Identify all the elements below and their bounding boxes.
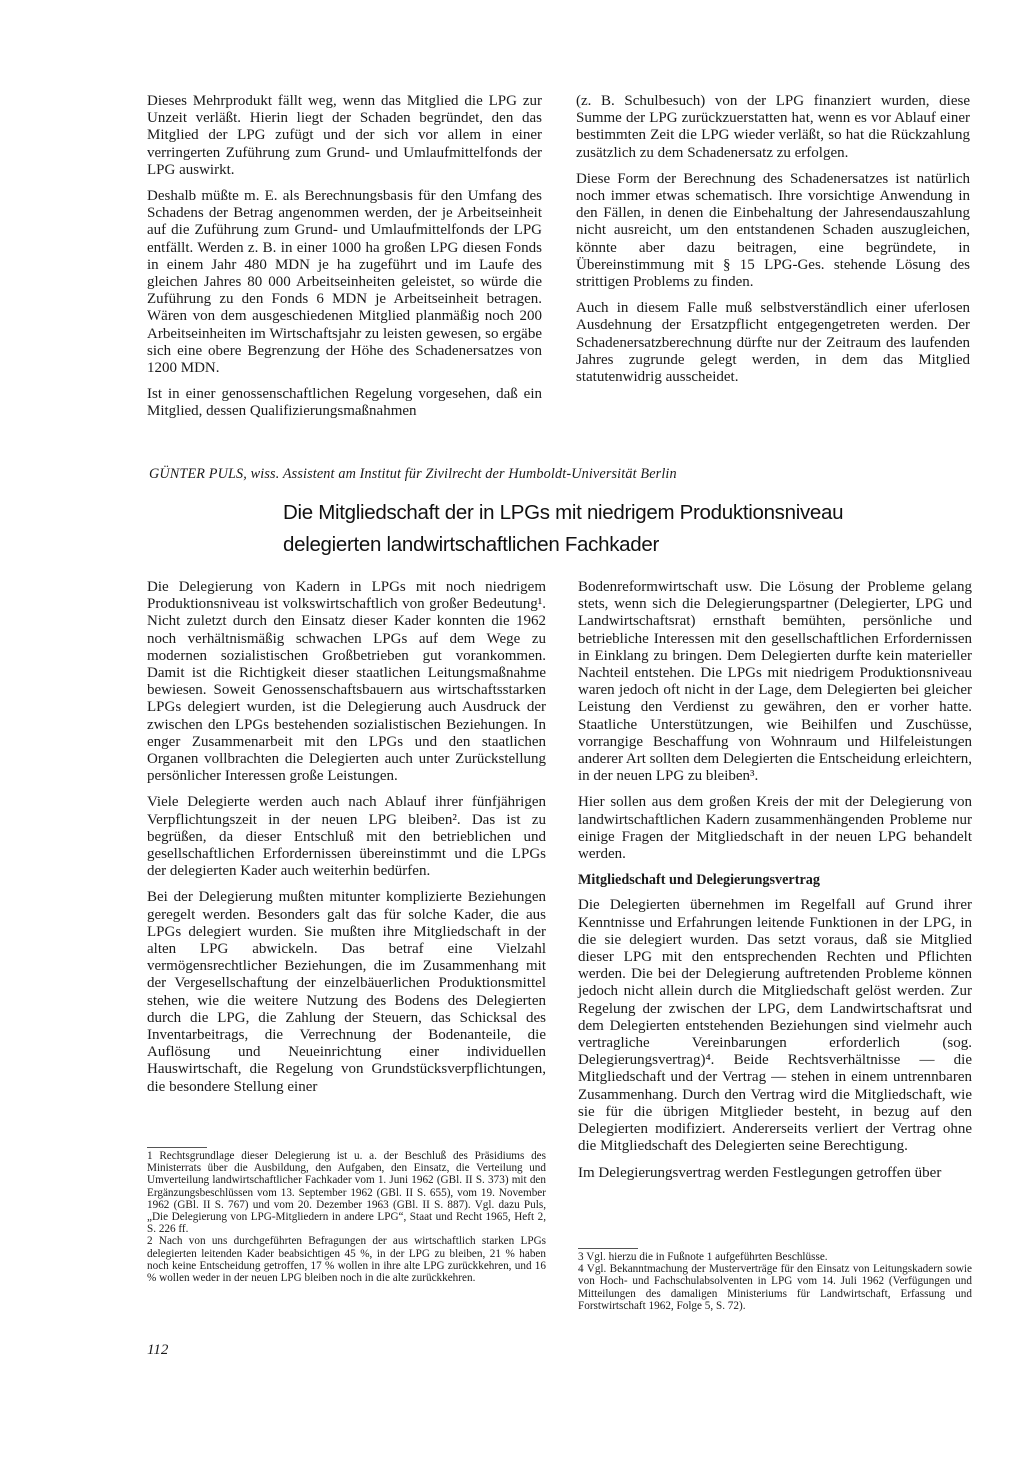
footnotes-right xyxy=(578,1251,972,1312)
footnote: 4 Vgl. Bekanntmachung der Musterverträge für den Einsatz von Leitungskadern sowie von Hoch- und Fachschulabsolventen in LPG vom 14. Juli 1962 (Verfügungen und Mitteilungen des damaligen Ministeriums für Landwirtschaft, Erfassung und Forstwirtschaft 1962, Folge 5, S. 72). xyxy=(578,1263,972,1312)
footnote: 2 Nach von uns durchgeführten Befragungen der aus wirtschaftlich starken LPGs delegierten leitenden Kader beabsichtigen 45 %, in der LPG zu bleiben, 21 % haben noch keine Entscheidung getroffen, 17 % wollen in ihre alte LPG zurückkehren, und 16 % wollen weder in der neuen LPG bleiben noch in die alte zurückkehren. xyxy=(147,1235,546,1285)
author-byline: GÜNTER PULS, wiss. Assistent am Institut für Zivilrecht der Humboldt-Universität Berlin xyxy=(149,466,677,482)
paragraph: Hier sollen aus dem großen Kreis der mit der Delegierung von landwirtschaftlichen Kadern zusammenhängenden Probleme nur einige Fragen der Mitgliedschaft in der neuen LPG behandelt werden. xyxy=(578,794,972,863)
bottom-right-column xyxy=(578,579,972,1191)
footnotes-left xyxy=(147,1150,546,1284)
top-right-column xyxy=(576,93,970,395)
headline-line-1: Die Mitgliedschaft der in LPGs mit niedrigem Produktionsniveau xyxy=(283,501,844,524)
section-heading: Mitgliedschaft und Delegierungsvertrag xyxy=(578,872,820,889)
paragraph: Bodenreformwirtschaft usw. Die Lösung der Probleme gelang stets, wenn sich die Delegierungspartner (Delegierter, LPG und Landwirtschaftsrat) ernsthaft bemühten, persönliche und betriebliche Interessen mit den gesellschaftlichen Erfordernissen in Einklang zu bringen. Dem Delegierten durfte kein materieller Nachteil entstehen. Die LPGs mit niedrigem Produktionsniveau waren jedoch oft nicht in der Lage, dem Delegierten bei gleicher Leistung den Verdienst zu gewähren, den er vorher hatte. Staatliche Unterstützungen, wie Beihilfen und Zuschüsse, vorrangige Beschaffung von Wohnraum und Hilfeleistungen anderer Art sollten dem Delegierten die Entscheidung erleichtern, in der neuen LPG zu bleiben³. xyxy=(578,579,973,785)
footnote-divider xyxy=(578,1248,638,1249)
page-number: 112 xyxy=(147,1342,169,1358)
headline-line-2: delegierten landwirtschaftlichen Fachkader xyxy=(283,533,659,556)
paragraph: (z. B. Schulbesuch) von der LPG finanziert wurden, diese Summe der LPG zurückzuerstatten hat, wenn es vor Ablauf einer bestimmten Zeit die LPG wieder verläßt, so hat die Rückzahlung zusätzlich zu dem Schadenersatz zu erfolgen. xyxy=(576,93,970,161)
paragraph: Auch in diesem Falle muß selbstverständlich einer uferlosen Ausdehnung der Ersatzpflicht entgegengetreten werden. Der Schadenersatzberechnung dürfte nur der Zeitraum des laufenden Jahres zugrunde gelegt werden, in dem das Mitglied statutenwidrig ausscheidet. xyxy=(576,300,970,386)
top-left-column xyxy=(147,93,542,430)
paragraph: Die Delegierten übernehmen im Regelfall auf Grund ihrer Kenntnisse und Erfahrungen leitende Funktionen in der LPG, in die sie delegiert wurden. Das setzt voraus, daß sie Mitglied dieser LPG mit den entsprechenden Rechten und Pflichten werden. Die bei der Delegierung auftretenden Probleme können jedoch nicht allein durch die Mitgliedschaft gelöst werden. Zur Regelung der zwischen der LPG, dem Landwirtschaftsrat und dem Delegierten entstehenden Beziehungen sind vielmehr auch vertragliche Vereinbarungen erforderlich (sog. Delegierungsvertrag)⁴. Beide Rechtsverhältnisse — die Mitgliedschaft und der Vertrag — stehen in einem untrennbaren Zusammenhang. Durch den Vertrag wird die Mitgliedschaft, wie sie für die übrigen Mitglieder besteht, in bezug auf den Delegierten modifiziert. Andererseits verliert der Vertrag ohne die Mitgliedschaft des Delegierten seine Berechtigung. xyxy=(578,897,972,1155)
paragraph: Im Delegierungsvertrag werden Festlegungen getroffen über xyxy=(578,1164,942,1181)
paragraph: Ist in einer genossenschaftlichen Regelung vorgesehen, daß ein Mitglied, dessen Qualifizierungsmaßnahmen xyxy=(147,386,542,420)
paragraph: Deshalb müßte m. E. als Berechnungsbasis für den Umfang des Schadens der Betrag angenommen werden, der je Arbeitseinheit auf die Zuführung zum Grund- und Umlaufmittelfonds der LPG entfällt. Werden z. B. in einer 1000 ha großen LPG diesen Fonds in einem Jahr 480 MDN je ha zugeführt und im Laufe des gleichen Jahres 80 000 Arbeitseinheiten geleistet, so würde die Zuführung zu den Fonds 6 MDN je Arbeitseinheit betragen. Wären von dem ausgeschiedenen Mitglied planmäßig noch 200 Arbeitseinheiten im Wirtschaftsjahr zu leisten gewesen, so ergäbe sich eine obere Begrenzung der Höhe des Schadenersatzes von 1200 MDN. xyxy=(147,188,542,377)
paragraph: Viele Delegierte werden auch nach Ablauf ihrer fünfjährigen Verpflichtungszeit in der neuen LPG bleiben². Das ist zu begrüßen, da dieser Entschluß mit den betrieblichen und gesellschaftlichen Erfordernissen übereinstimmt und die LPGs der delegierten Kader auch weiterhin bedürfen. xyxy=(147,794,546,880)
paragraph: Die Delegierung von Kadern in LPGs mit noch niedrigem Produktionsniveau ist volkswirtschaftlich von großer Bedeutung¹. Nicht zuletzt durch den Einsatz dieser Kader konnten die 1962 noch verhältnismäßig schwachen LPGs auf dem Wege zu modernen sozialistischen Großbetrieben gut vorankommen. Damit ist die Richtigkeit dieser staatlichen Leitungsmaßnahme bewiesen. Soweit Genossenschaftsbauern aus wirtschaftsstarken LPGs delegiert wurden, ist die Delegierung auch Ausdruck der zwischen den LPGs bestehenden sozialistischen Beziehungen. In enger Zusammenarbeit mit den LPGs und den staatlichen Organen vollbrachten die Delegierten auch unter Zurückstellung persönlicher Interessen große Leistungen. xyxy=(147,579,546,785)
paragraph: Bei der Delegierung mußten mitunter komplizierte Beziehungen geregelt werden. Besonders galt das für solche Kader, die aus LPGs delegiert wurden. Sie mußten ihre Mitgliedschaft in der alten LPG abwickeln. Das betraf eine Vielzahl vermögensrechtlicher Beziehungen, die im Zusammenhang mit der Vergesellschaftung der einzelbäuerlichen Produktionsmittel stehen, wie die weitere Nutzung des Bodens des Delegierten durch die LPG, die Zahlung der Steuern, das Schicksal des Inventarbeitrags, die Verrechnung der Bodenanteile, die Auflösung und Neueinrichtung einer individuellen Hauswirtschaft, die Regelung von Grundstücksverpflichtungen, die besondere Stellung einer xyxy=(147,889,546,1095)
footnote: 1 Rechtsgrundlage dieser Delegierung ist u. a. der Beschluß des Präsidiums des Ministerrats über die Ausbildung, den Aufgaben, den Einsatz, die Verteilung und Umverteilung landwirtschaftlicher Fachkader vom 1. Juni 1962 (GBl. II S. 373) mit den Ergänzungsbeschlüssen vom 13. September 1962 (GBl. II S. 655), vom 19. November 1962 (GBl. II S. 767) und vom 20. Dezember 1963 (GBl. II S. 887). Vgl. dazu Puls, „Die Delegierung von LPG-Mitgliedern in andere LPG“, Staat und Recht 1965, Heft 2, S. 226 ff. xyxy=(147,1150,546,1236)
footnote: 3 Vgl. hierzu die in Fußnote 1 aufgeführten Beschlüsse. xyxy=(578,1251,828,1263)
paragraph: Dieses Mehrprodukt fällt weg, wenn das Mitglied die LPG zur Unzeit verläßt. Hierin liegt der Schaden begründet, den das Mitglied der LPG zufügt und der sich vor allem in einer verringerten Zuführung zum Grund- und Umlaufmittelfonds der LPG auswirkt. xyxy=(147,93,542,178)
bottom-left-column xyxy=(147,579,546,1105)
paragraph: Diese Form der Berechnung des Schadenersatzes ist natürlich noch immer etwas schematisch. Ihre vorsichtige Anwendung in den Fällen, in denen die Einbehaltung der Jahresendauszahlung nicht ausreicht, um den entstandenen Schaden auszugleichen, könnte aber dazu beitragen, eine begründete, in Übereinstimmung mit § 15 LPG-Ges. stehende Lösung des strittigen Problems zu finden. xyxy=(576,170,970,291)
article-headline xyxy=(283,497,983,561)
footnote-divider xyxy=(147,1147,207,1148)
